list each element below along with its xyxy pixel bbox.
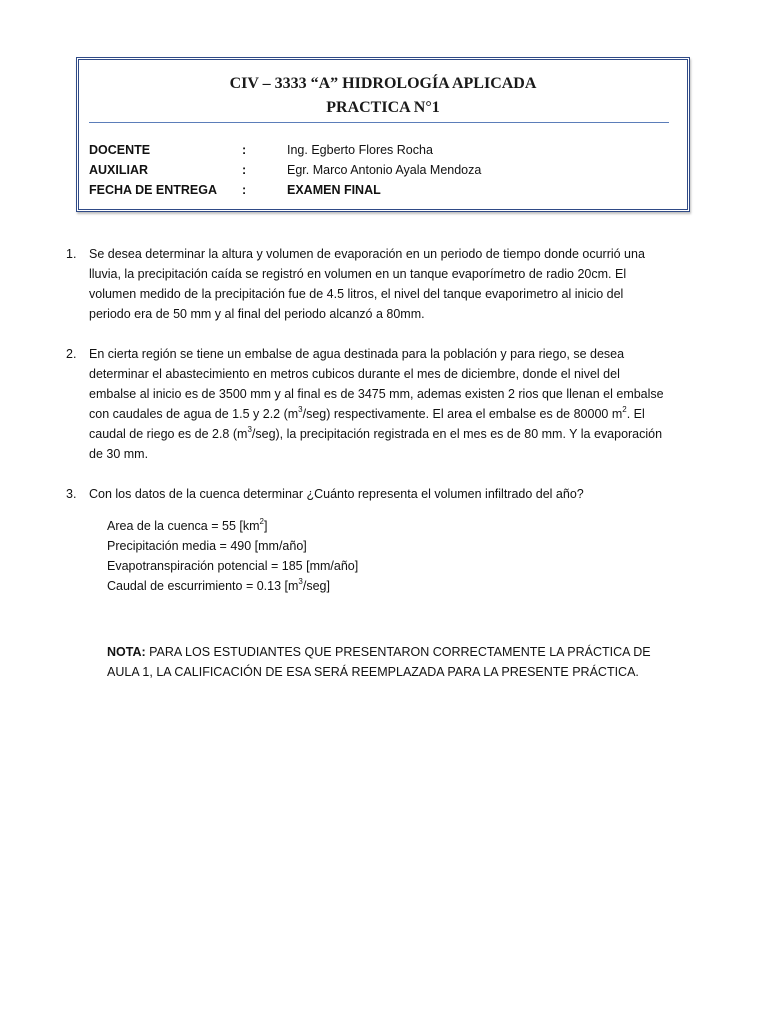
- data-item-precip: Precipitación media = 490 [mm/año]: [107, 539, 307, 553]
- data-item-caudal: [107, 576, 358, 596]
- data-list: [107, 516, 358, 596]
- problem-number: 3.: [66, 487, 77, 501]
- info-colon: :: [242, 143, 247, 157]
- text-segment: En cierta región se tiene un embalse de agua destinada para la población y para riego, se desea determinar el abastecimiento en metros cubicos durante el mes de diciembre, donde el nivel del embalse al inicio es de 3500 mm y al final es de 3475 mm, ademas existen 2 rios que llenan el embalse con caudales de agua de 1.5 y 2.2 (m: [89, 347, 664, 421]
- text-segment: /seg), la precipitación registrada en el mes es de 80 mm. Y la evaporación de 30 mm.: [89, 427, 663, 461]
- superscript: 2: [622, 404, 627, 414]
- text-segment: Area de la cuenca = 55 [km: [107, 519, 260, 533]
- problem-item: [66, 484, 666, 504]
- info-label: DOCENTE: [89, 143, 151, 157]
- text-segment: ]: [263, 519, 268, 533]
- problem-text: Con los datos de la cuenca determinar ¿Cuánto representa el volumen infiltrado del año?: [89, 487, 584, 501]
- text-segment: /seg]: [302, 579, 330, 593]
- text-segment: Caudal de escurrimiento = 0.13 [m: [107, 579, 299, 593]
- problem-list: [66, 244, 666, 524]
- data-item-evapo: Evapotranspiración potencial = 185 [mm/año]: [107, 559, 359, 573]
- problem-item: [66, 244, 666, 324]
- superscript: 3: [247, 424, 252, 434]
- page-title: CIV – 3333 “A” HIDROLOGÍA APLICADA: [229, 75, 537, 92]
- problem-item: [66, 344, 666, 464]
- info-colon: :: [242, 163, 247, 177]
- info-value: EXAMEN FINAL: [287, 183, 381, 197]
- info-label: AUXILIAR: [89, 163, 149, 177]
- info-value: Egr. Marco Antonio Ayala Mendoza: [287, 163, 482, 177]
- superscript: 2: [259, 516, 264, 526]
- title-divider: [89, 122, 669, 123]
- superscript: 3: [298, 404, 303, 414]
- note-text: PARA LOS ESTUDIANTES QUE PRESENTARON CORRECTAMENTE LA PRÁCTICA DE AULA 1, LA CALIFICACIÓN DE ESA SERÁ REEMPLAZADA PARA LA PRESENTE PRÁCTICA.: [107, 645, 651, 679]
- info-value: Ing. Egberto Flores Rocha: [287, 143, 433, 157]
- text-segment: /seg) respectivamente. El area el embalse es de 80000 m: [302, 407, 623, 421]
- superscript: 3: [298, 576, 303, 586]
- info-colon: :: [242, 183, 247, 197]
- problem-text: Se desea determinar la altura y volumen de evaporación en un periodo de tiempo donde ocurrió una lluvia, la precipitación caída se registró en volumen en un tanque evaporímetro de radio 20cm. El volumen medido de la precipitación fue de 4.5 litros, el nivel del tanque evaporimetro al inicio del periodo era de 50 mm y al final del periodo alcanzó a 80mm.: [89, 247, 645, 321]
- problem-text: [89, 344, 666, 464]
- note-block: [107, 642, 677, 682]
- text-segment: . El caudal de riego es de 2.8 (m: [89, 407, 645, 441]
- header-box: [76, 57, 690, 212]
- info-label: FECHA DE ENTREGA: [89, 183, 218, 197]
- page-subtitle: PRACTICA N°1: [326, 99, 440, 116]
- data-item-area: [107, 516, 358, 536]
- problem-number: 1.: [66, 247, 77, 261]
- problem-number: 2.: [66, 347, 77, 361]
- note-label: NOTA:: [107, 645, 146, 659]
